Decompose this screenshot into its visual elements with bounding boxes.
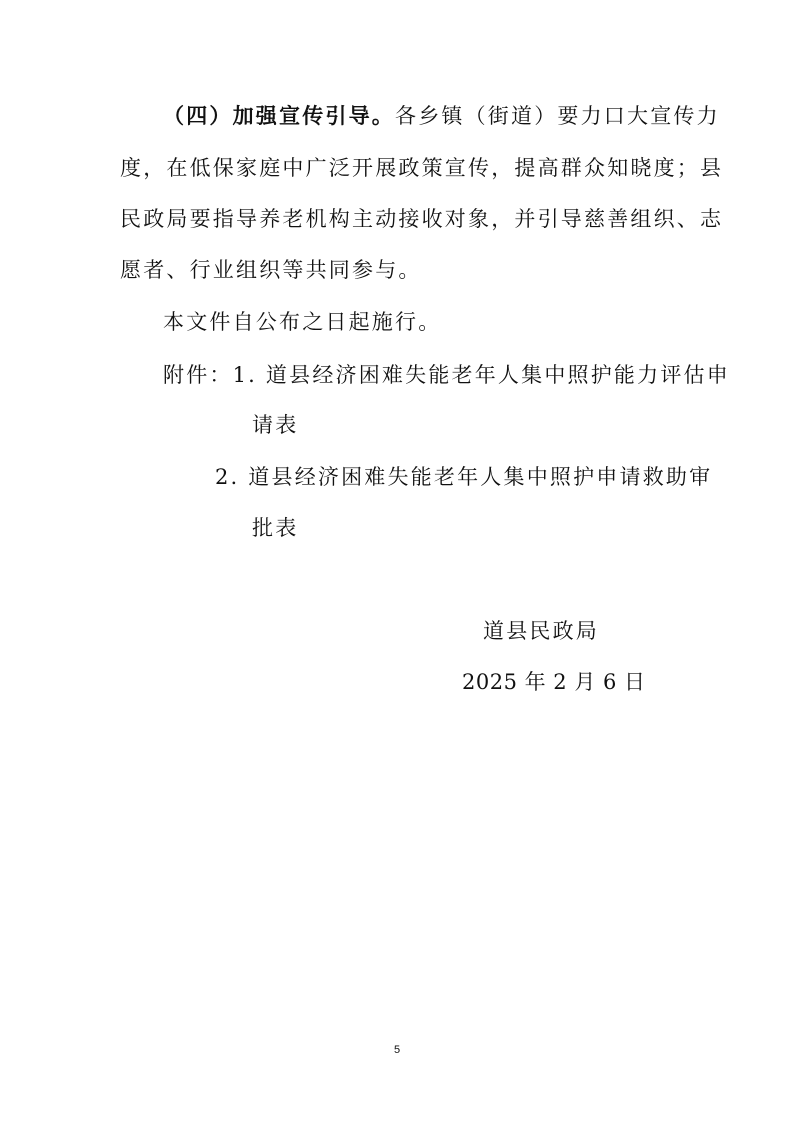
section-paragraph-line-4: 愿者、行业组织等共同参与。 [120,258,422,282]
signature-organization: 道县民政局 [483,619,599,643]
attachment-item-1-line-2: 请表 [252,413,299,437]
signature-date: 2025 年 2 月 6 日 [462,670,646,694]
attachment-item-2-line-1: 2. 道县经济困难失能老年人集中照护申请救助审 [215,465,713,489]
section-paragraph-line-2: 度，在低保家庭中广泛开展政策宣传，提高群众知晓度；县 [120,156,724,180]
attachment-item-1-text: 1. 道县经济困难失能老年人集中照护能力评估申 [232,363,730,387]
section-heading: （四）加强宣传引导。 [163,103,395,128]
page-number: 5 [393,1044,401,1056]
attachment-item-1-line-1 [163,363,730,387]
section-text-start: 各乡镇（街道）要力口大宣传力 [395,104,720,128]
attachment-item-2-line-2: 批表 [252,516,299,540]
section-paragraph-line-1 [163,104,720,128]
effective-statement: 本文件自公布之日起施行。 [163,310,442,334]
section-paragraph-line-3: 民政局要指导养老机构主动接收对象，并引导慈善组织、志 [120,207,724,231]
attachments-label: 附件： [163,363,233,387]
